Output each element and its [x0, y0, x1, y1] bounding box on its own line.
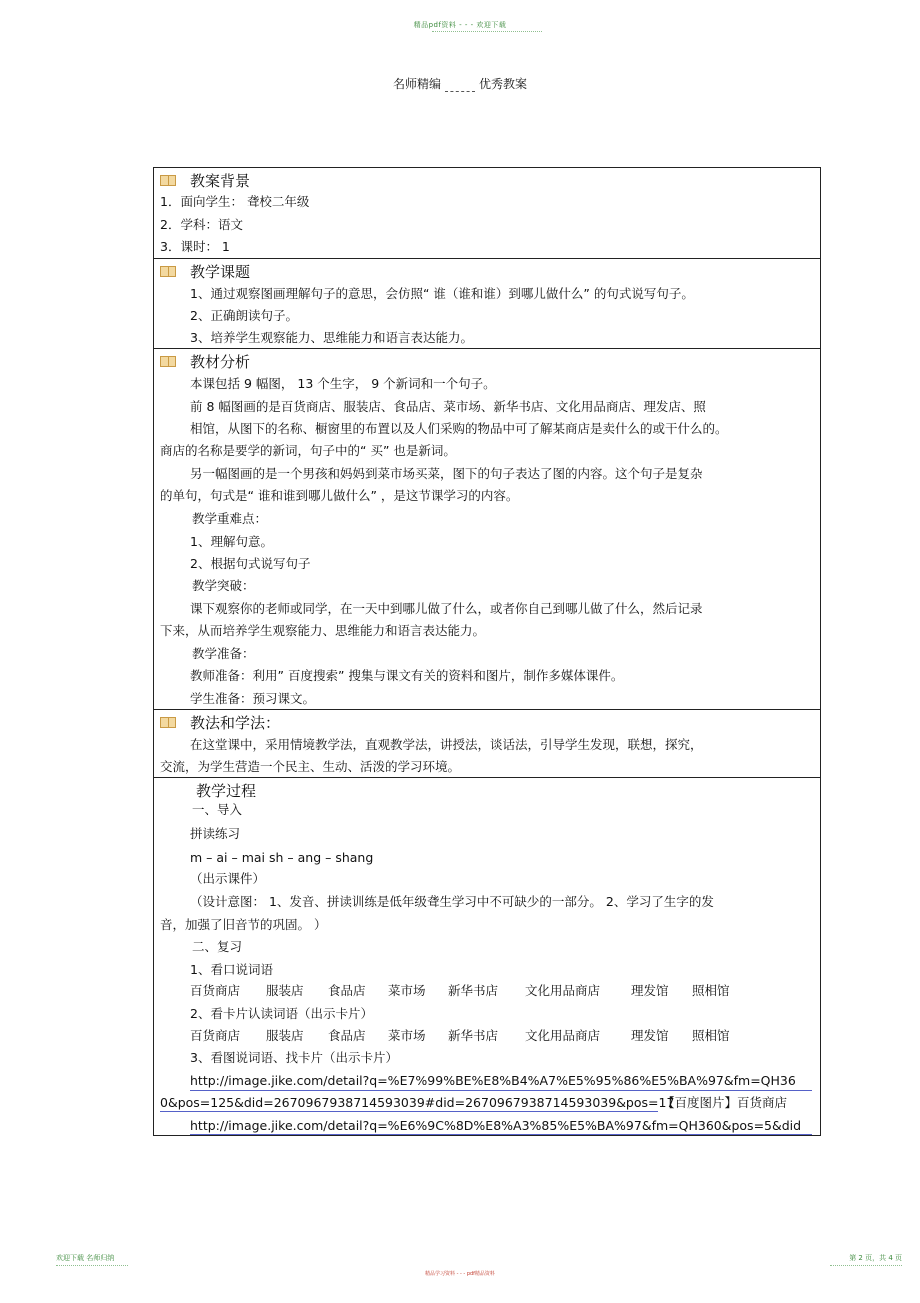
text-line: 相馆，从图下的名称、橱窗里的布置以及人们采购的物品中可了解某商店是卖什么的或干什么的。 [190, 421, 728, 436]
text-line: 1、看口说词语 [190, 962, 273, 977]
text-line: 学生准备：预习课文。 [190, 691, 316, 706]
section-header [160, 170, 250, 190]
section-header [160, 351, 250, 371]
text-line: 3、培养学生观察能力、思维能力和语言表达能力。 [190, 330, 473, 345]
word-item: 食品店 [328, 1028, 366, 1043]
text-line: 交流，为学生营造一个民主、生动、活泼的学习环境。 [160, 759, 461, 774]
lesson-plan-table [153, 167, 821, 1136]
header-left: 名师精编 [392, 77, 441, 91]
footer-right-dots [830, 1265, 902, 1266]
page-number: 第 2 页，共 4 页 [849, 1254, 902, 1262]
image-link[interactable]: http://image.jike.com/detail?q=%E6%9C%8D%E8%A3%85%E5%BA%97&fm=QH360&pos=5&did [190, 1118, 802, 1133]
text-line: 的单句，句式是“ 谁和谁到哪儿做什么” ，是这节课学习的内容。 [160, 488, 519, 503]
word-item: 百货商店 [190, 1028, 241, 1043]
header-right: 优秀教案 [479, 77, 528, 91]
section-topic [154, 258, 820, 348]
text-line: （出示课件） [190, 871, 266, 886]
section-methods [154, 709, 820, 777]
text-line: 教学重难点： [192, 511, 268, 526]
word-item: 新华书店 [448, 1028, 499, 1043]
section-header [160, 261, 250, 281]
image-link[interactable]: 0&pos=125&did=2670967938714593039#did=2670967938714593039&pos=17 [160, 1095, 675, 1110]
text-line: 教学准备： [192, 646, 255, 661]
word-item: 文化用品商店 [525, 1028, 601, 1043]
word-item: 服装店 [266, 1028, 304, 1043]
text-line: 本课包括 9 幅图， 13 个生字， 9 个新词和一个句子。 [190, 376, 496, 391]
section-background [154, 168, 820, 258]
text-line: 在这堂课中，采用情境教学法，直观教学法，讲授法，谈话法，引导学生发现，联想，探究， [190, 737, 703, 752]
link-underline [190, 1134, 812, 1135]
link-caption: 【百度图片】百货商店 [662, 1095, 788, 1110]
word-item: 文化用品商店 [525, 983, 601, 998]
book-icon [160, 717, 176, 728]
top-banner-dots [432, 31, 542, 32]
word-item: 照相馆 [692, 1028, 730, 1043]
text-line: 下来，从而培养学生观察能力、思维能力和语言表达能力。 [160, 623, 486, 638]
text-line: 2、正确朗读句子。 [190, 308, 298, 323]
footer-left: 欢迎下载 名师归纳 [56, 1254, 115, 1262]
text-line: 另一幅图画的是一个男孩和妈妈到菜市场买菜，图下的句子表达了图的内容。这个句子是复杂 [190, 466, 703, 481]
footer-center: 精品学习资料 - - - pdf精品资料 [425, 1271, 495, 1277]
link-underline [160, 1111, 658, 1112]
page-header [0, 75, 920, 92]
section-title: 教学过程 [196, 781, 257, 800]
word-item: 百货商店 [190, 983, 241, 998]
book-icon [160, 266, 176, 277]
text-line: 二、复习 [192, 939, 243, 954]
word-item: 理发馆 [631, 1028, 669, 1043]
text-line: 教学突破： [192, 578, 255, 593]
word-item: 理发馆 [631, 983, 669, 998]
image-link[interactable]: http://image.jike.com/detail?q=%E7%99%BE%E8%B4%A7%E5%95%86%E5%BA%97&fm=QH36 [190, 1073, 796, 1088]
pinyin-line: m – ai – mai sh – ang – shang [190, 850, 374, 865]
section-title: 教材分析 [190, 352, 251, 371]
word-item: 服装店 [266, 983, 304, 998]
header-gap [445, 83, 475, 92]
text-line: 2、看卡片认读词语（出示卡片） [190, 1006, 373, 1021]
book-icon [160, 356, 176, 367]
section-title: 教学课题 [190, 262, 251, 281]
word-item: 菜市场 [388, 983, 426, 998]
book-icon [160, 175, 176, 186]
section-header [160, 712, 280, 732]
word-item: 菜市场 [388, 1028, 426, 1043]
text-line: 教师准备：利用” 百度搜索” 搜集与课文有关的资料和图片，制作多媒体课件。 [190, 668, 624, 683]
text-line: 前 8 幅图画的是百货商店、服装店、食品店、菜市场、新华书店、文化用品商店、理发店、照 [190, 399, 706, 414]
section-analysis [154, 348, 820, 709]
text-line: 音，加强了旧音节的巩固。 ） [160, 917, 327, 932]
link-underline [190, 1090, 812, 1091]
text-line: 3、看图说词语、找卡片（出示卡片） [190, 1050, 398, 1065]
section-title: 教案背景 [190, 171, 251, 190]
text-line: 2、根据句式说写句子 [190, 556, 311, 571]
section-process [154, 777, 820, 1135]
section-title: 教法和学法： [190, 713, 281, 732]
text-line: 3．课时： 1 [160, 239, 230, 254]
text-line: （设计意图： 1、发音、拼读训练是低年级聋生学习中不可缺少的一部分。 2、学习了生字的发 [190, 894, 714, 909]
text-line: 课下观察你的老师或同学，在一天中到哪儿做了什么，或者你自己到哪儿做了什么，然后记录 [190, 601, 703, 616]
text-line: 1、通过观察图画理解句子的意思，会仿照“ 谁（谁和谁）到哪儿做什么” 的句式说写句子。 [190, 286, 694, 301]
text-line: 2．学科：语文 [160, 217, 243, 232]
section-header [196, 780, 256, 800]
text-line: 商店的名称是要学的新词，句子中的“ 买” 也是新词。 [160, 443, 456, 458]
footer-left-dots [56, 1265, 128, 1266]
text-line: 一、导入 [192, 802, 243, 817]
word-item: 照相馆 [692, 983, 730, 998]
text-line: 拼读练习 [190, 826, 241, 841]
text-line: 1、理解句意。 [190, 534, 273, 549]
word-item: 食品店 [328, 983, 366, 998]
top-banner: 精品pdf资料 - - - 欢迎下载 [413, 21, 507, 29]
word-item: 新华书店 [448, 983, 499, 998]
text-line: 1．面向学生： 聋校二年级 [160, 194, 310, 209]
